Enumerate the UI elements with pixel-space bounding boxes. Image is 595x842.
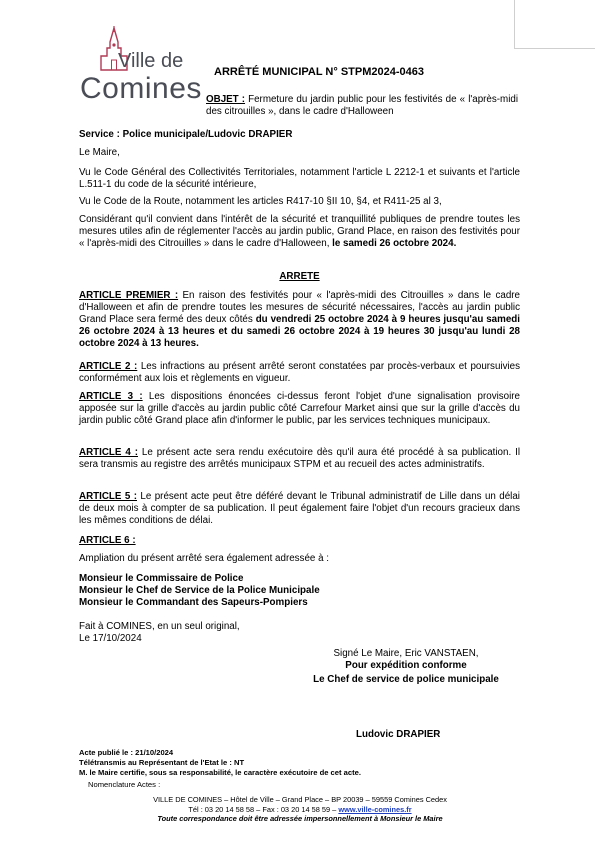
article-2-text: Les infractions au présent arrêté seront constatées par procès-verbaux et poursuivies conformément aux lois et règlements en vigueur. <box>79 361 520 384</box>
signer-name: Ludovic DRAPIER <box>356 729 441 740</box>
signature-block <box>276 648 536 686</box>
article-1-text: En raison des festivités pour « l'après-midi des Citrouilles » dans le cadre d'Halloween et afin de prendre toutes les mesures de sécurité nécessaires, l'accès au jardin public Grand Place sera fermé des deux côtés <box>79 290 520 325</box>
footer-correspondence-note: Toute correspondance doit être adressée impersonnellement à Monsieur le Maire <box>157 814 443 823</box>
article-3-text: Les dispositions énoncées ci-dessus feront l'objet d'une signalisation provisoire apposée sur la grille d'accès au jardin public côté Carrefour Market ainsi que sur la grille d'accès du jardin public côté Grand place afin d'informer le public, par les services techniques municipaux. <box>79 391 520 426</box>
footer-phone-fax: Tél : 03 20 14 58 58 – Fax : 03 20 14 58 59 – <box>188 804 339 814</box>
document-title: ARRÊTÉ MUNICIPAL N° STPM2024-0463 <box>214 66 424 78</box>
publication-line: Télétransmis au Représentant de l'Etat le : NT <box>79 758 245 767</box>
date-line: Le 17/10/2024 <box>79 633 142 644</box>
considerant-date: le samedi 26 octobre 2024. <box>332 238 457 249</box>
service-line: Service : Police municipale/Ludovic DRAPIER <box>79 129 293 140</box>
recipient-item: Monsieur le Commissaire de Police <box>79 573 244 584</box>
objet-label: OBJET : <box>206 94 246 105</box>
article-1-label: ARTICLE PREMIER : <box>79 290 179 301</box>
vu-code-route: Vu le Code de la Route, notamment les articles R417-10 §II 10, §4, et R411-25 al 3, <box>79 196 442 207</box>
article-4-text: Le présent acte sera rendu exécutoire dès qu'il aura été procédé à sa publication. Il sera transmis au registre des arrêtés municipaux STPM et au recueil des actes administratifs. <box>79 447 520 470</box>
article-4-label: ARTICLE 4 : <box>79 447 138 458</box>
objet-paragraph <box>206 94 518 118</box>
logo-comines-text: Comines <box>80 72 202 105</box>
recipient-item: Monsieur le Commandant des Sapeurs-Pompiers <box>79 597 308 608</box>
arrete-heading: ARRETE <box>279 271 320 282</box>
publication-line: M. le Maire certifie, sous sa responsabilité, le caractère exécutoire de cet acte. <box>79 768 361 777</box>
article-5-label: ARTICLE 5 : <box>79 491 137 502</box>
footer <box>60 795 540 824</box>
le-maire: Le Maire, <box>79 147 120 158</box>
article-6-label: ARTICLE 6 : <box>79 535 136 546</box>
objet-text: Fermeture du jardin public pour les festivités de « l'après-midi des citrouilles », dans le cadre d'Halloween <box>206 94 518 117</box>
article-5-text: Le présent acte peut être déféré devant le Tribunal administratif de Lille dans un délai de deux mois à compter de sa publication. Il peut également faire l'objet d'un recours gracieux dans les mêmes conditions de délai. <box>79 491 520 526</box>
nomenclature-line: Nomenclature Actes : <box>88 780 161 789</box>
considerant-paragraph <box>79 214 520 250</box>
logo-ville-text: Ville de <box>118 50 184 72</box>
signature-line: Pour expédition conforme <box>345 660 467 671</box>
article-2-label: ARTICLE 2 : <box>79 361 138 372</box>
article-6 <box>79 535 520 547</box>
article-5 <box>79 491 520 527</box>
publication-info <box>79 748 520 778</box>
considerant-text: Considérant qu'il convient dans l'intérêt de la sécurité et tranquillité publiques de prendre toutes les mesures utiles afin de réglementer l'accès au jardin public, Grand Place, en raison des festivités pour « l'après-midi des Citrouilles » dans le cadre d'Halloween, <box>79 214 520 249</box>
article-4 <box>79 447 520 471</box>
recipient-item: Monsieur le Chef de Service de la Police Municipale <box>79 585 320 596</box>
vu-cgct: Vu le Code Général des Collectivités Territoriales, notamment l'article L 2212-1 et suivants et l'article L.511-1 du code de la sécurité intérieure, <box>79 167 520 190</box>
website-link[interactable]: www.ville-comines.fr <box>338 804 412 814</box>
article-3-label: ARTICLE 3 : <box>79 391 143 402</box>
footer-contact <box>60 805 540 815</box>
article-3 <box>79 391 520 427</box>
footer-address: VILLE DE COMINES – Hôtel de Ville – Grand Place – BP 20039 – 59559 Comines Cedex <box>153 795 447 804</box>
article-2 <box>79 361 520 385</box>
fait-a-line: Fait à COMINES, en un seul original, <box>79 621 240 632</box>
ampliation-line: Ampliation du présent arrêté sera également adressée à : <box>79 553 329 564</box>
publication-line: Acte publié le : 21/10/2024 <box>79 748 174 757</box>
article-1 <box>79 290 520 350</box>
signature-line: Le Chef de service de police municipale <box>313 674 499 685</box>
city-logo <box>80 26 202 112</box>
signature-line: Signé Le Maire, Eric VANSTAEN, <box>333 648 479 659</box>
stamp-box <box>514 0 595 49</box>
article-1-dates: du vendredi 25 octobre 2024 à 9 heures jusqu'au samedi 26 octobre 2024 à 13 heures et du samedi 26 octobre 2024 à 19 heures 30 jusqu'au lundi 28 octobre 2024 à 13 heures. <box>79 314 520 349</box>
recipient-list <box>79 573 520 609</box>
